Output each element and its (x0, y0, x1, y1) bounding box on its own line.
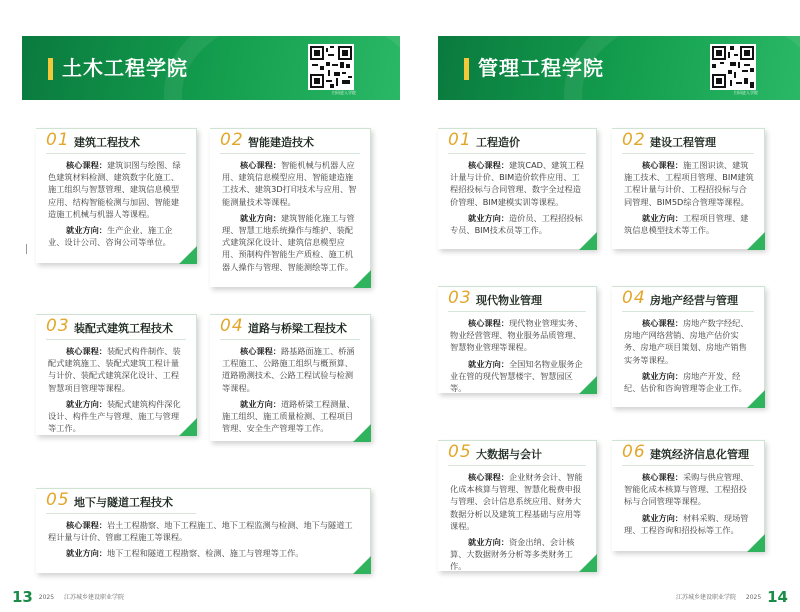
card-divider (622, 311, 754, 312)
card-corner-fold (747, 232, 765, 250)
job-label: 就业方向： (240, 398, 281, 409)
card-corner-fold (179, 418, 197, 436)
page-number: 13 (12, 588, 33, 606)
program-card (612, 286, 765, 407)
program-card (612, 128, 765, 249)
card-body (624, 471, 754, 540)
card-number: 03 (46, 316, 70, 336)
core-label: 核心课程： (66, 520, 107, 530)
footer-year: 2025 (38, 594, 55, 601)
banner-accent-bar (464, 58, 469, 80)
civil-engineering-banner (22, 36, 400, 100)
job-direction: 地下工程和隧道工程勘察、检测、施工与管理等工作。 (106, 548, 304, 559)
card-corner-fold (353, 424, 371, 442)
card-header (612, 129, 764, 153)
card-header (438, 441, 596, 465)
core-label: 核心课程： (468, 472, 509, 482)
college-title: 土木工程学院 (62, 56, 188, 80)
college-title: 管理工程学院 (478, 56, 604, 80)
card-divider (448, 153, 586, 154)
program-card (438, 286, 597, 393)
card-number: 06 (622, 442, 646, 462)
card-body (450, 471, 586, 577)
card-header (36, 129, 196, 153)
job-direction: 建筑智能化施工与管理、智慧工地系统操作与维护、装配式建筑深化设计、建筑信息模型应用、预制构件智能生产质检、施工机器人操作与管理、智能测绘等工作。 (222, 212, 355, 272)
card-body (48, 345, 186, 438)
card-title: 工程造价 (476, 136, 520, 149)
card-corner-fold (747, 390, 765, 408)
card-title: 道路与桥梁工程技术 (248, 322, 347, 335)
card-number: 03 (448, 288, 472, 308)
job-direction: 全国知名物业服务企业在管的现代智慧楼宇、智慧园区等。 (450, 358, 583, 394)
card-body (450, 317, 586, 398)
card-number: 01 (448, 130, 472, 150)
card-body (48, 519, 360, 564)
core-courses: 装配式构件制作、装配式建筑施工、装配式建筑工程计量与计价、装配式建筑深化设计、工程智慧项目管理等课程。 (48, 346, 181, 393)
core-label: 核心课程： (468, 160, 509, 170)
card-header (210, 129, 370, 153)
card-header (36, 489, 370, 513)
card-divider (622, 465, 754, 466)
core-label: 核心课程： (240, 346, 281, 356)
job-direction: 装配式建筑构件深化设计、构件生产与管理、施工与管理等工作。 (48, 398, 181, 434)
card-number: 04 (622, 288, 646, 308)
card-title: 建筑工程技术 (74, 136, 140, 149)
page-footer (12, 588, 128, 606)
core-courses: 建筑CAD、建筑工程计量与计价、BIM造价软件应用、工程招投标与合同管理、数字全过程造价管理、BIM建模实训等课程。 (450, 160, 584, 207)
footer-text: 江苏城乡建设职业学院 (64, 594, 125, 601)
job-label: 就业方向： (66, 225, 107, 236)
card-body (222, 159, 360, 277)
card-divider (448, 311, 586, 312)
page-footer (672, 588, 788, 606)
card-divider (46, 339, 186, 340)
card-divider (46, 153, 186, 154)
job-label: 就业方向： (468, 537, 509, 548)
footer-text: 江苏城乡建设职业学院 (675, 594, 736, 601)
page-number: 14 (767, 588, 788, 606)
management-engineering-banner (438, 36, 800, 100)
card-body (48, 159, 186, 252)
card-title: 装配式建筑工程技术 (74, 322, 173, 335)
program-card (612, 440, 765, 551)
core-courses: 岩土工程勘察、地下工程施工、地下工程监测与检测、地下与隧道工程计量与计价、管廊工程施工等课程。 (48, 520, 353, 543)
card-number: 01 (46, 130, 70, 150)
card-number: 05 (46, 490, 70, 510)
card-title: 房地产经营与管理 (650, 294, 738, 307)
qr-caption: 扫码进入学院 (734, 90, 758, 95)
program-card (36, 314, 197, 435)
job-direction: 工程项目管理、建筑信息模型技术等工作。 (624, 212, 749, 236)
core-courses: 施工图识读、建筑施工技术、工程项目管理、BIM建筑工程计量与计价、工程招投标与合同管理、BIM5D综合管理等课程。 (624, 160, 754, 207)
program-card (36, 488, 371, 573)
job-label: 就业方向： (468, 358, 509, 369)
job-direction: 材料采购、现场管理、工程咨询和招投标等工作。 (624, 512, 749, 535)
banner-accent-bar (48, 58, 53, 80)
card-body (624, 317, 754, 398)
core-label: 核心课程： (240, 160, 281, 170)
job-direction: 造价员、工程招投标专员、BIM技术员等工作。 (450, 212, 583, 236)
card-corner-fold (579, 232, 597, 250)
job-direction: 道路桥梁工程测量、施工组织、施工质量检测、工程项目管理、安全生产管理等工作。 (222, 398, 355, 434)
core-courses: 智能机械与机器人应用、建筑信息模型应用、智能建造施工技术、建筑3D打印技术与应用、智能测量技术等课程。 (222, 160, 357, 207)
card-number: 02 (220, 130, 244, 150)
card-header (438, 129, 596, 153)
job-label: 就业方向： (66, 548, 107, 559)
job-label: 就业方向： (66, 398, 107, 409)
qr-code-icon[interactable] (710, 44, 756, 90)
card-title: 建筑经济信息化管理 (650, 448, 749, 461)
card-body (450, 159, 586, 240)
card-divider (448, 465, 586, 466)
qr-caption: 扫码进入学院 (332, 90, 356, 95)
card-body (222, 345, 360, 438)
program-card (210, 314, 371, 441)
margin-mark (26, 244, 27, 254)
core-label: 核心课程： (642, 160, 683, 170)
card-header (612, 287, 764, 311)
job-label: 就业方向： (642, 212, 683, 223)
footer-year: 2025 (745, 594, 762, 601)
job-label: 就业方向： (642, 370, 683, 381)
card-corner-fold (579, 376, 597, 394)
card-title: 现代物业管理 (476, 294, 542, 307)
card-header (612, 441, 764, 465)
card-corner-fold (747, 534, 765, 552)
core-courses: 现代物业管理实务、物业经营管理、物业服务品质管理、智慧物业管理等课程。 (450, 318, 583, 353)
card-divider (220, 153, 360, 154)
core-label: 核心课程： (642, 318, 683, 328)
core-label: 核心课程： (66, 346, 107, 356)
card-header (210, 315, 370, 339)
card-corner-fold (353, 270, 371, 288)
card-header (438, 287, 596, 311)
job-direction: 房地产开发、经纪、估价和咨询管理等企业工作。 (624, 370, 747, 394)
card-title: 智能建造技术 (248, 136, 314, 149)
card-corner-fold (179, 246, 197, 264)
card-title: 建设工程管理 (650, 136, 716, 149)
core-label: 核心课程： (66, 160, 107, 170)
card-divider (46, 513, 196, 514)
card-title: 大数据与会计 (476, 448, 542, 461)
card-number: 02 (622, 130, 646, 150)
program-card (36, 128, 197, 263)
core-courses: 采购与供应管理、智能化成本核算与管理、工程招投标与合同管理等课程。 (624, 472, 749, 507)
job-label: 就业方向： (240, 212, 281, 223)
card-corner-fold (579, 554, 597, 572)
core-label: 核心课程： (642, 472, 683, 482)
card-body (624, 159, 754, 240)
card-title: 地下与隧道工程技术 (74, 496, 173, 509)
core-label: 核心课程： (468, 318, 509, 328)
card-number: 05 (448, 442, 472, 462)
program-card (438, 128, 597, 249)
program-card (438, 440, 597, 571)
job-direction: 生产企业、施工企业、设计公司、咨询公司等单位。 (48, 225, 173, 248)
core-courses: 建筑识图与绘图、绿色建筑材料检测、建筑数字化施工、施工组织与智慧管理、建筑信息模型应用、结构智能检测与加固、智能建造施工机械与机器人等课程。 (48, 160, 181, 219)
job-label: 就业方向： (468, 212, 509, 223)
card-header (36, 315, 196, 339)
card-number: 04 (220, 316, 244, 336)
job-direction: 资金出纳、会计核算、大数据财务分析等多类财务工作。 (450, 537, 575, 572)
program-card (210, 128, 371, 287)
core-courses: 房地产数字经纪、房地产网络营销、房地产估价实务、房地产项目策划、房地产销售实务等课程。 (624, 318, 749, 365)
card-divider (220, 339, 360, 340)
card-divider (622, 153, 754, 154)
core-courses: 路基路面施工、桥涵工程施工、公路施工组织与概预算、道路勘测技术、公路工程试验与检测等课程。 (222, 346, 355, 393)
card-corner-fold (353, 556, 371, 574)
right-page (400, 0, 800, 612)
qr-code-icon[interactable] (308, 44, 354, 90)
job-label: 就业方向： (642, 512, 683, 523)
core-courses: 企业财务会计、智能化成本核算与管理、智慧化税费申报与管理、会计信息系统应用、财务大数据分析以及建筑工程基础与应用等课程。 (450, 472, 583, 531)
